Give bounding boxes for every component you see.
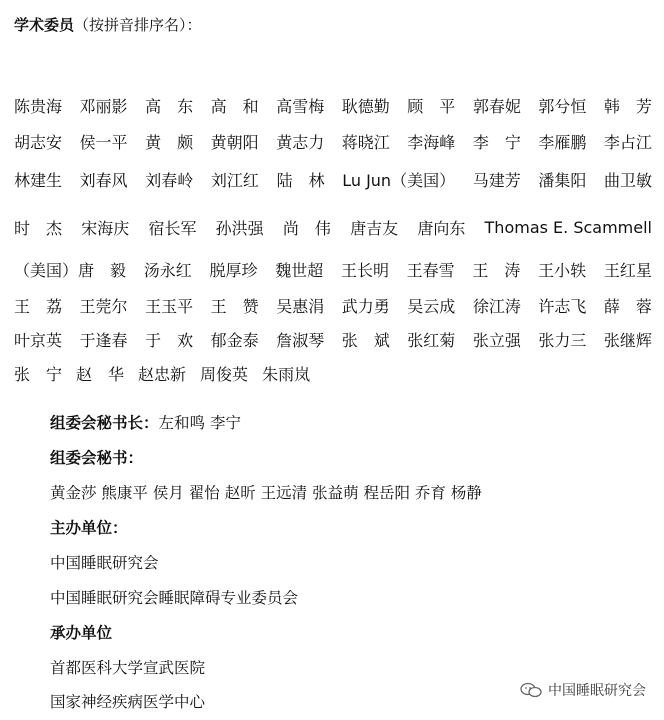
member-name: 胡志安 — [14, 133, 63, 152]
secretary-general-value: 左和鸣 李宁 — [158, 414, 241, 432]
member-name: 宋海庆 — [81, 219, 130, 238]
organizer-item: 中国睡眠研究会 — [50, 554, 159, 572]
member-name: 吴惠涓 — [276, 297, 325, 316]
member-name: 郭兮恒 — [538, 97, 587, 116]
member-name: 王 荔 — [14, 297, 63, 316]
member-name: 高雪梅 — [276, 97, 325, 116]
member-name: 詹淑琴 — [276, 331, 325, 350]
co-organizer-item: 首都医科大学宣武医院 — [50, 659, 206, 677]
member-name: 许志飞 — [538, 297, 587, 316]
member-name: 张 斌 — [341, 331, 390, 350]
member-name: 高 和 — [210, 97, 259, 116]
member-name: 陈贵海 — [14, 97, 63, 116]
member-name: 陆 林 — [276, 171, 325, 190]
member-name: 潘集阳 — [538, 171, 587, 190]
member-name: 李雁鹏 — [538, 133, 587, 152]
member-name: 赵 华 — [76, 365, 125, 384]
member-name: 邓丽影 — [79, 97, 128, 116]
member-name: （美国）唐 毅 — [14, 261, 127, 280]
member-name: 于 欢 — [145, 331, 194, 350]
member-name: 武力勇 — [341, 297, 390, 316]
member-name: 汤永红 — [143, 261, 192, 280]
member-row — [14, 258, 652, 281]
member-name: 王 赞 — [210, 297, 259, 316]
member-name: 侯一平 — [79, 133, 128, 152]
member-name: 李海峰 — [407, 133, 456, 152]
member-name: 刘春岭 — [145, 171, 194, 190]
member-name: 周俊英 — [200, 365, 249, 384]
member-name: 宿长军 — [148, 219, 197, 238]
member-name: 薛 蓉 — [603, 297, 652, 316]
secretary-general-block — [50, 411, 241, 433]
member-name: 脱厚珍 — [209, 261, 258, 280]
secretaries-names: 黄金莎 熊康平 侯月 翟怡 赵昕 王远清 张益萌 程岳阳 乔育 杨静 — [50, 484, 482, 502]
member-name: 蒋晓江 — [341, 133, 390, 152]
committee-heading — [14, 14, 202, 35]
secretary-general-label: 组委会秘书长： — [50, 414, 159, 432]
member-name: 魏世超 — [275, 261, 324, 280]
member-name: 郭春妮 — [472, 97, 521, 116]
member-name: 黄朝阳 — [210, 133, 259, 152]
member-name: 耿德勤 — [341, 97, 390, 116]
member-name: 韩 芳 — [603, 97, 652, 116]
member-row — [14, 362, 652, 385]
member-row — [14, 294, 652, 317]
member-name: 顾 平 — [407, 97, 456, 116]
member-name: 张立强 — [472, 331, 521, 350]
member-name: 黄志力 — [276, 133, 325, 152]
member-name: 张红菊 — [407, 331, 456, 350]
member-name: 王玉平 — [145, 297, 194, 316]
member-name: 马建芳 — [472, 171, 521, 190]
member-name: 王小轶 — [538, 261, 587, 280]
member-row — [14, 168, 652, 191]
member-name: 李 宁 — [472, 133, 521, 152]
member-name: 于逢春 — [79, 331, 128, 350]
member-name: Lu Jun（美国） — [342, 171, 456, 190]
member-row — [14, 216, 652, 239]
member-name: 林建生 — [14, 171, 63, 190]
watermark — [520, 680, 646, 700]
member-name: Thomas E. Scammell — [484, 218, 652, 237]
wechat-icon — [520, 682, 542, 698]
member-name: 尚 伟 — [282, 219, 331, 238]
member-name: 唐吉友 — [350, 219, 399, 238]
member-name: 孙洪强 — [215, 219, 264, 238]
member-name: 叶京英 — [14, 331, 63, 350]
watermark-text: 中国睡眠研究会 — [548, 683, 646, 699]
member-name: 吴云成 — [407, 297, 456, 316]
committee-heading-note: （按拼音排序名）： — [74, 16, 202, 34]
member-name: 李占江 — [603, 133, 652, 152]
organizer-item: 中国睡眠研究会睡眠障碍专业委员会 — [50, 589, 299, 607]
committee-heading-title: 学术委员 — [14, 16, 75, 34]
member-name: 郁金泰 — [210, 331, 259, 350]
member-name: 刘江红 — [210, 171, 259, 190]
co-organizer-item: 国家神经疾病医学中心 — [50, 693, 206, 711]
member-name: 徐江涛 — [472, 297, 521, 316]
member-name: 张继辉 — [603, 331, 652, 350]
member-name: 朱雨岚 — [262, 365, 311, 384]
member-name: 曲卫敏 — [603, 171, 652, 190]
member-name: 刘春风 — [79, 171, 128, 190]
member-name: 黄 颇 — [145, 133, 194, 152]
member-name: 唐向东 — [417, 219, 466, 238]
member-name: 张 宁 — [14, 365, 63, 384]
member-name: 时 杰 — [14, 219, 63, 238]
member-name: 张力三 — [538, 331, 587, 350]
member-name: 王 涛 — [472, 261, 521, 280]
member-name: 高 东 — [145, 97, 194, 116]
member-name: 王莞尔 — [79, 297, 128, 316]
member-name: 王长明 — [340, 261, 389, 280]
organizer-label: 主办单位： — [50, 519, 128, 537]
member-name: 王红星 — [603, 261, 652, 280]
member-name: 王春雪 — [406, 261, 455, 280]
member-name: 赵忠新 — [138, 365, 187, 384]
member-row — [14, 94, 652, 117]
member-row — [14, 328, 652, 351]
secretaries-label: 组委会秘书： — [50, 449, 144, 467]
member-row — [14, 130, 652, 153]
co-organizer-label: 承办单位 — [50, 624, 113, 642]
